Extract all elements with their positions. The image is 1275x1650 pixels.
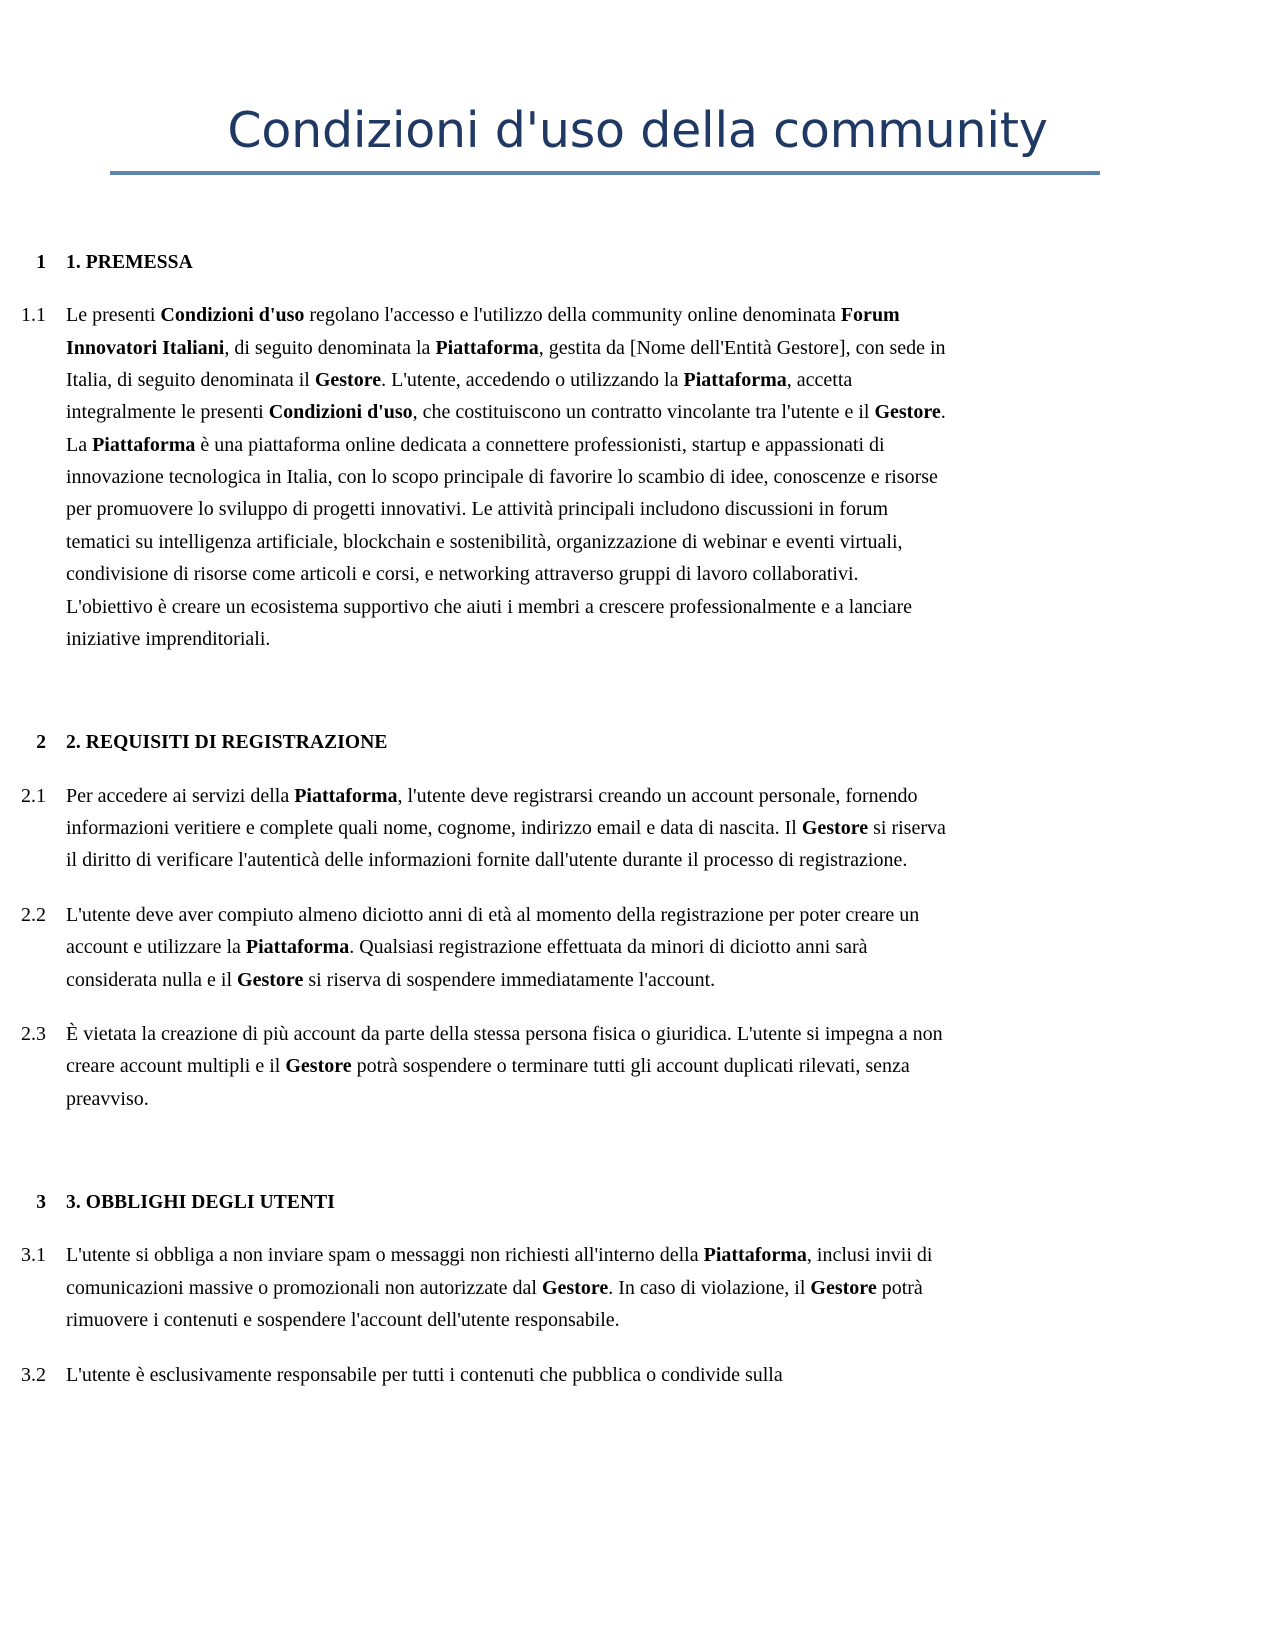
clause <box>0 1239 1155 1336</box>
clause-number: 2.2 <box>21 903 46 926</box>
title-divider <box>110 171 1100 175</box>
section-heading <box>0 729 1155 757</box>
clause-text: Le presenti Condizioni d'uso regolano l'accesso e l'utilizzo della community online denominata Forum Innovatori Italiani, di seguito denominata la Piattaforma, gestita da [Nome dell'Entità Gestore], con sede in Italia, di seguito denominata il Gestore. L'utente, accedendo o utilizzando la Piattaforma, accetta integralmente le presenti Condizioni d'uso, che costituiscono un contratto vincolante tra l'utente e il Gestore. La Piattaforma è una piattaforma online dedicata a connettere professionisti, startup e appassionati di innovazione tecnologica in Italia, con lo scopo principale di favorire lo scambio di idee, conoscenze e risorse per promuovere lo sviluppo di progetti innovativi. Le attività principali includono discussioni in forum tematici su intelligenza artificiale, blockchain e sostenibilità, organizzazione di webinar e eventi virtuali, condivisione di risorse come articoli e corsi, e networking attraverso gruppi di lavoro collaborativi. L'obiettivo è creare un ecosistema supportivo che aiuti i membri a crescere professionalmente e a lanciare iniziative imprenditoriali. <box>66 304 946 651</box>
section-number: 1 <box>36 251 46 273</box>
clause-text: Per accedere ai servizi della Piattaforma, l'utente deve registrarsi creando un account personale, fornendo informazioni veritiere e complete quali nome, cognome, indirizzo email e data di nascita. Il Gestore si riserva il diritto di verificare l'autenticà delle informazioni fornite dall'utente durante il processo di registrazione. <box>66 784 946 872</box>
section-heading <box>0 249 1155 277</box>
section-number: 3 <box>36 1192 46 1214</box>
document-section <box>0 1189 1155 1391</box>
document-section <box>0 729 1155 1115</box>
clause-number: 1.1 <box>21 304 46 327</box>
section-number: 2 <box>36 732 46 754</box>
clause-number: 3.2 <box>21 1363 46 1386</box>
section-heading-text: 2. REQUISITI DI REGISTRAZIONE <box>66 732 388 754</box>
clause-number: 2.1 <box>21 784 46 807</box>
clause <box>0 1018 1155 1115</box>
section-heading <box>0 1189 1155 1217</box>
document-section <box>0 249 1155 656</box>
page-title: Condizioni d'uso della community <box>227 102 1048 159</box>
clause <box>0 1359 1155 1391</box>
clause-text: L'utente è esclusivamente responsabile per tutti i contenuti che pubblica o condivide sulla <box>66 1363 783 1386</box>
clause-number: 2.3 <box>21 1023 46 1046</box>
clause <box>0 780 1155 877</box>
clause <box>0 899 1155 996</box>
sections-container <box>0 249 1155 1391</box>
title-block <box>0 0 1275 175</box>
clause-number: 3.1 <box>21 1244 46 1267</box>
section-heading-text: 3. OBBLIGHI DEGLI UTENTI <box>66 1192 335 1214</box>
document-body <box>0 249 1275 1391</box>
section-heading-text: 1. PREMESSA <box>66 251 193 273</box>
clause <box>0 299 1155 655</box>
clause-text: L'utente deve aver compiuto almeno diciotto anni di età al momento della registrazione per poter creare un account e utilizzare la Piattaforma. Qualsiasi registrazione effettuata da minori di diciotto anni sarà considerata nulla e il Gestore si riserva di sospendere immediatamente l'account. <box>66 903 920 991</box>
clause-text: L'utente si obbliga a non inviare spam o messaggi non richiesti all'interno della Piattaforma, inclusi invii di comunicazioni massive o promozionali non autorizzate dal Gestore. In caso di violazione, il Gestore potrà rimuovere i contenuti e sospendere l'account dell'utente responsabile. <box>66 1244 933 1332</box>
clause-text: È vietata la creazione di più account da parte della stessa persona fisica o giuridica. L'utente si impegna a non creare account multipli e il Gestore potrà sospendere o terminare tutti gli account duplicati rilevati, senza preavviso. <box>66 1023 943 1110</box>
